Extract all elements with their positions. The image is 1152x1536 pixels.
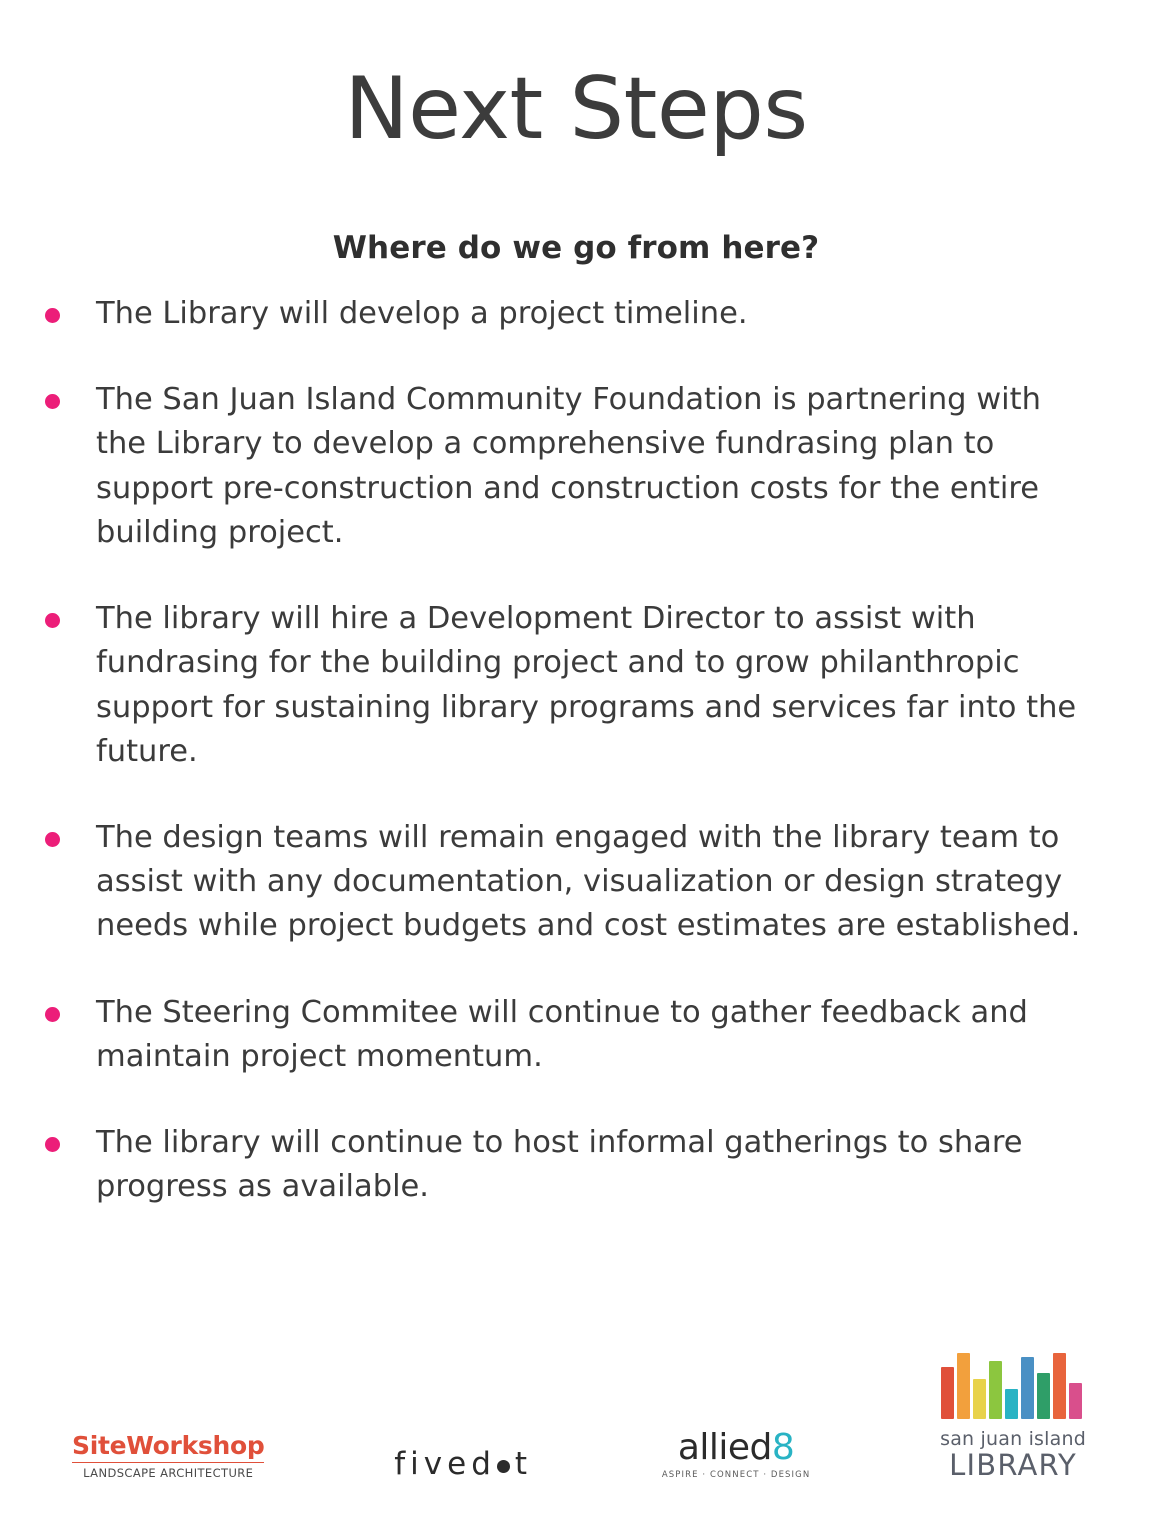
list-item: [45, 378, 1112, 555]
subtitle: Where do we go from here?: [332, 230, 820, 266]
logo-allied8: [661, 1427, 811, 1480]
logo-library: [940, 1353, 1086, 1480]
siteworkshop-name: SiteWorkshop: [72, 1431, 265, 1460]
allied8-tagline: ASPIRE · CONNECT · DESIGN: [661, 1470, 811, 1480]
list-item: [45, 597, 1112, 774]
bullet-dot-icon: [45, 308, 60, 323]
siteworkshop-tagline: LANDSCAPE ARCHITECTURE: [72, 1462, 264, 1480]
allied8-numeral: 8: [771, 1427, 795, 1468]
list-item: [45, 816, 1112, 949]
allied8-name: allied: [677, 1427, 772, 1468]
fivedot-wordmark: [394, 1446, 533, 1482]
dot-icon: [497, 1460, 510, 1473]
bullet-text: The library will hire a Development Director to assist with fundrasing for the building project and to grow philanthropic support for sustaining library programs and services far into the future.: [96, 601, 1077, 769]
bullet-dot-icon: [45, 613, 60, 628]
bullet-list: [0, 266, 1152, 1210]
logo-row: [0, 1350, 1152, 1480]
list-item: [45, 1121, 1112, 1209]
fivedot-part2: t: [514, 1446, 533, 1482]
bullet-text: The Library will develop a project timeline.: [96, 296, 748, 331]
logo-siteworkshop: [72, 1433, 264, 1480]
bullet-text: The design teams will remain engaged with the library team to assist with any documentation, visualization or design strategy needs while project budgets and cost estimates are established.: [96, 819, 1081, 944]
bullet-dot-icon: [45, 394, 60, 409]
bullet-dot-icon: [45, 1007, 60, 1022]
library-word: LIBRARY: [949, 1447, 1077, 1482]
bullet-dot-icon: [45, 1137, 60, 1152]
library-books-icon: [941, 1353, 1085, 1419]
library-name: san juan island: [940, 1427, 1086, 1450]
list-item: [45, 991, 1112, 1079]
bullet-dot-icon: [45, 832, 60, 847]
bullet-text: The Steering Commitee will continue to gather feedback and maintain project momentum.: [96, 994, 1028, 1074]
logo-fivedot: [394, 1446, 533, 1482]
list-item: [45, 292, 1112, 336]
fivedot-part1: fived: [394, 1446, 496, 1482]
bullet-text: The San Juan Island Community Foundation is partnering with the Library to develop a comprehensive fundrasing plan to support pre-construction and construction costs for the entire building project.: [96, 382, 1041, 550]
allied8-wordmark: [677, 1427, 795, 1468]
bullet-text: The library will continue to host informal gatherings to share progress as available.: [96, 1125, 1023, 1205]
page-title: Next Steps: [344, 59, 808, 159]
